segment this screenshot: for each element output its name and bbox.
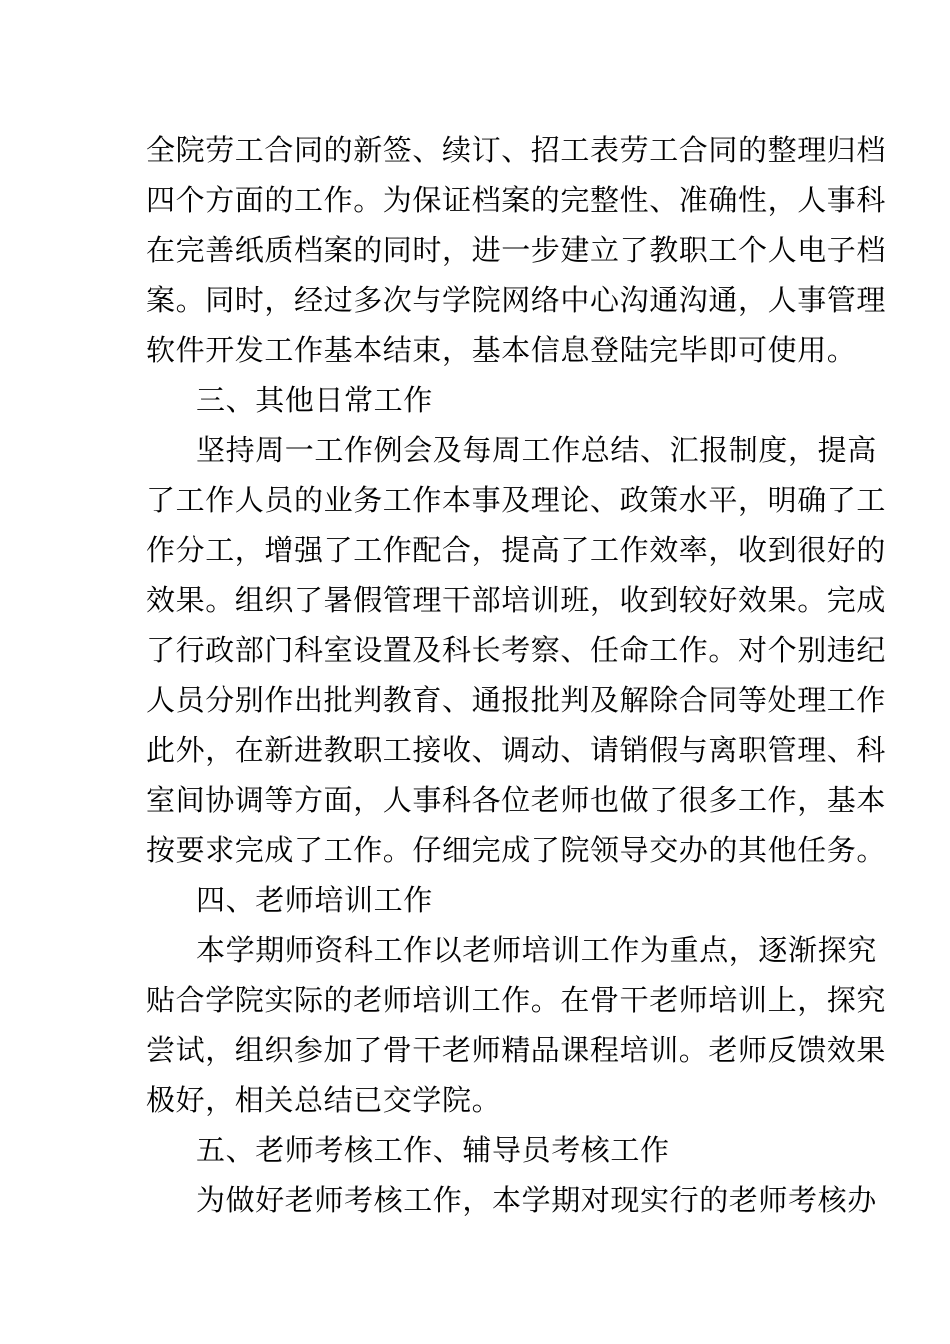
text-line: 效果。组织了暑假管理干部培训班，收到较好效果。完成 [146, 583, 887, 617]
text-line: 软件开发工作基本结束，基本信息登陆完毕即可使用。 [146, 333, 857, 367]
text-line: 全院劳工合同的新签、续订、招工表劳工合同的整理归档 [146, 133, 887, 167]
text-line: 为做好老师考核工作，本学期对现实行的老师考核办 [196, 1183, 877, 1217]
text-line: 了工作人员的业务工作本事及理论、政策水平，明确了工 [146, 483, 887, 517]
text-line: 贴合学院实际的老师培训工作。在骨干老师培训上，探究 [146, 983, 887, 1017]
section-heading: 三、其他日常工作 [196, 383, 433, 417]
text-line: 人员分别作出批判教育、通报批判及解除合同等处理工作 [146, 683, 887, 717]
text-line: 四个方面的工作。为保证档案的完整性、准确性，人事科 [146, 183, 887, 217]
text-line: 室间协调等方面，人事科各位老师也做了很多工作，基本 [146, 783, 887, 817]
text-line: 在完善纸质档案的同时，进一步建立了教职工个人电子档 [146, 233, 887, 267]
text-line: 按要求完成了工作。仔细完成了院领导交办的其他任务。 [146, 833, 887, 867]
text-line: 此外，在新进教职工接收、调动、请销假与离职管理、科 [146, 733, 887, 767]
text-line: 案。同时，经过多次与学院网络中心沟通沟通，人事管理 [146, 283, 887, 317]
text-line: 本学期师资科工作以老师培训工作为重点，逐渐探究 [196, 933, 877, 967]
section-heading: 四、老师培训工作 [196, 883, 433, 917]
text-line: 尝试，组织参加了骨干老师精品课程培训。老师反馈效果 [146, 1033, 887, 1067]
text-line: 极好，相关总结已交学院。 [146, 1083, 502, 1117]
text-line: 坚持周一工作例会及每周工作总结、汇报制度，提高 [196, 433, 877, 467]
text-line: 了行政部门科室设置及科长考察、任命工作。对个别违纪 [146, 633, 887, 667]
section-heading: 五、老师考核工作、辅导员考核工作 [196, 1133, 670, 1167]
text-line: 作分工，增强了工作配合，提高了工作效率，收到很好的 [146, 533, 887, 567]
